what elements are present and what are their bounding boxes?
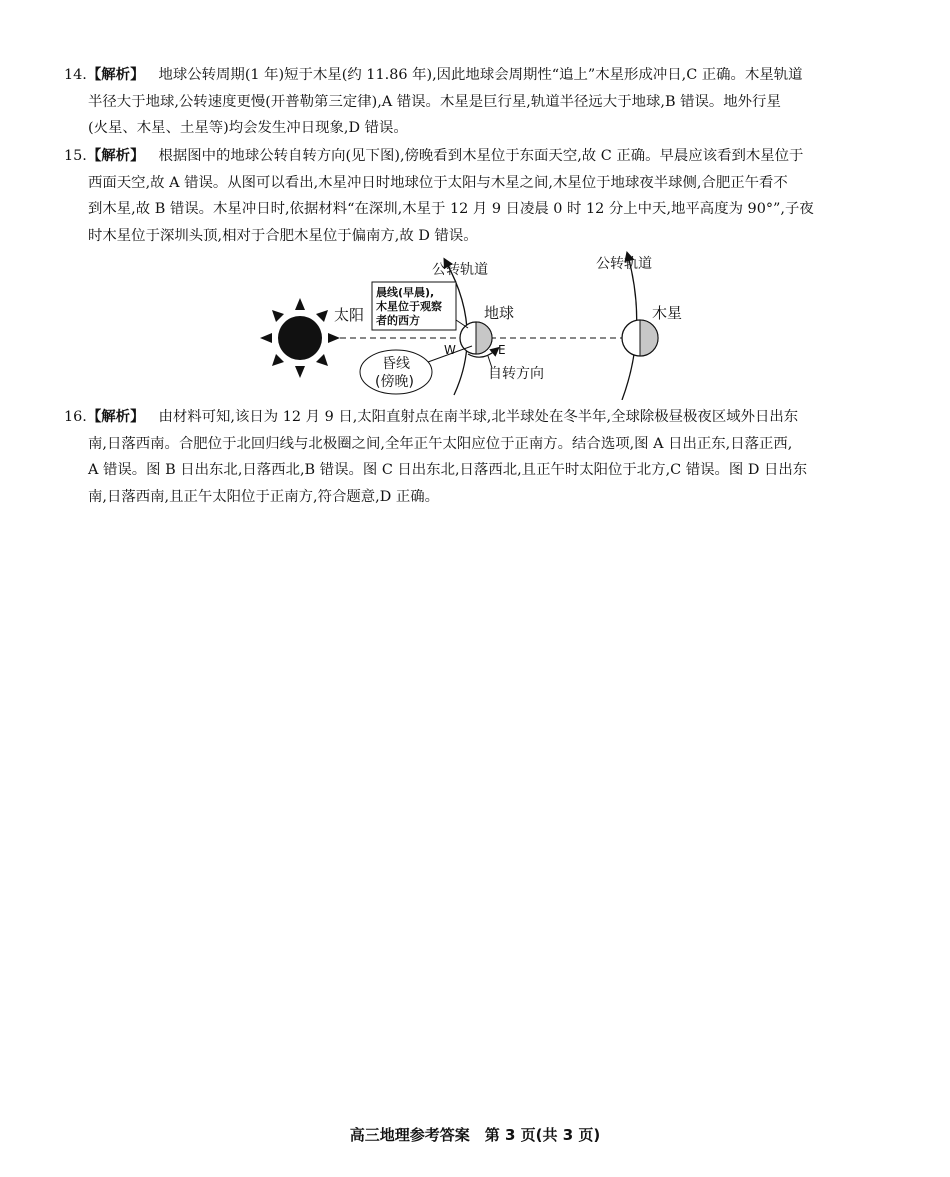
item-line (64, 143, 894, 170)
answer-item-15 (64, 143, 894, 249)
morning-callout-line: 者的西方 (376, 314, 420, 327)
sun-label: 太阳 (334, 306, 365, 324)
item-number: 16. (64, 409, 87, 425)
item-text: 地球公转周期(1 年)短于木星(约 11.86 年),因此地球会周期性“追上”木星形成冲日,C 正确。木星轨道 (158, 67, 803, 83)
item-line: 南,日落西南。合肥位于北回归线与北极圈之间,全年正午太阳应位于正南方。结合选项,图 A 日出正东,日落正西, (88, 435, 793, 452)
item-line: 到木星,故 B 错误。木星冲日时,依据材料“在深圳,木星于 12 月 9 日凌晨 0 时 12 分上中天,地平高度为 90°”,子夜 (88, 201, 814, 217)
item-line (64, 62, 894, 89)
page-footer: 高三地理参考答案 第 3 页(共 3 页) (349, 1126, 601, 1144)
item-line: (火星、木星、土星等)均会发生冲日现象,D 错误。 (88, 120, 408, 136)
earth-orbit-label: 公转轨道 (432, 262, 488, 278)
item-number: 14. (64, 67, 87, 83)
item-line: 南,日落西南,且正午太阳位于正南方,符合题意,D 正确。 (88, 488, 440, 505)
answer-item-14 (64, 62, 894, 142)
analysis-tag: 【解析】 (86, 148, 145, 164)
dusk-label: 昏线 (382, 356, 410, 372)
item-line (64, 404, 894, 431)
sun-icon (260, 298, 340, 378)
earth-label: 地球 (484, 304, 515, 322)
item-line: 时木星位于深圳头顶,相对于合肥木星位于偏南方,故 D 错误。 (88, 227, 478, 244)
analysis-tag: 【解析】 (86, 67, 145, 83)
item-line: 半径大于地球,公转速度更慢(开普勒第三定律),A 错误。木星是巨行星,轨道半径远大于地球,B 错误。地外行星 (88, 93, 781, 110)
rotation-label: 自转方向 (488, 366, 544, 382)
dusk-label: (傍晚) (375, 374, 414, 390)
west-label: W (444, 343, 456, 357)
jupiter-label: 木星 (652, 304, 683, 322)
jupiter-orbit-label: 公转轨道 (596, 256, 652, 272)
jupiter-icon (622, 320, 658, 356)
morning-callout-line: 晨线(早晨), (376, 286, 435, 299)
item-text: 由材料可知,该日为 12 月 9 日,太阳直射点在南半球,北半球处在冬半年,全球除极昼极夜区域外日出东 (158, 409, 799, 425)
answer-item-16 (64, 404, 894, 510)
east-label: E (498, 343, 506, 357)
conjunction-diagram (256, 250, 716, 400)
analysis-tag: 【解析】 (86, 409, 145, 425)
item-text: 根据图中的地球公转自转方向(见下图),傍晚看到木星位于东面天空,故 C 正确。早晨应该看到木星位于 (158, 148, 804, 164)
item-line: A 错误。图 B 日出东北,日落西北,B 错误。图 C 日出东北,日落西北,且正午时太阳位于北方,C 错误。图 D 日出东 (88, 462, 808, 478)
item-number: 15. (64, 148, 87, 164)
morning-callout-line: 木星位于观察 (376, 300, 442, 313)
earth-icon (460, 322, 492, 354)
item-line: 西面天空,故 A 错误。从图可以看出,木星冲日时地球位于太阳与木星之间,木星位于地球夜半球侧,合肥正午看不 (88, 174, 788, 191)
